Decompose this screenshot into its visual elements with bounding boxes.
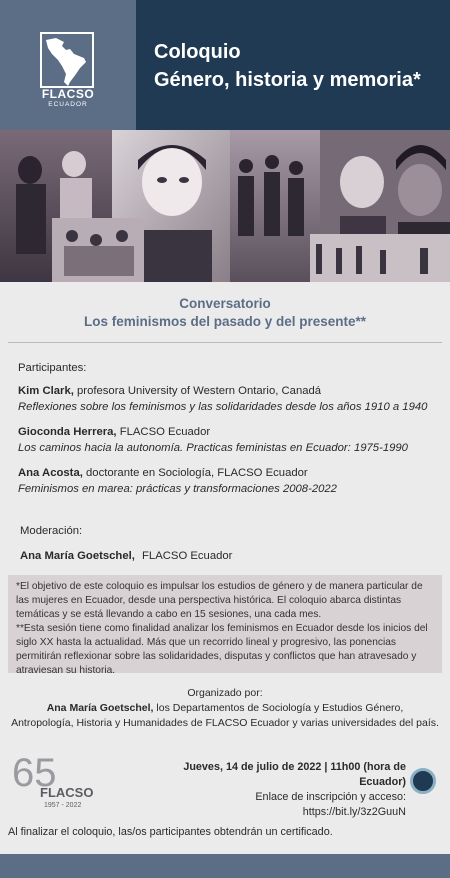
participant-affiliation: doctorante en Sociología, FLACSO Ecuador [82,467,308,479]
participants-label: Participantes: [18,362,87,374]
latin-america-map-icon [40,32,94,88]
title-line-1: Coloquio [154,41,241,63]
participant-name: Gioconda Herrera, [18,426,117,438]
organizer-institutions: Antropología, Historia y Humanidades de FLACSO Ecuador y varias universidades del país. [11,717,439,729]
participants-section [18,362,438,506]
organizer-name: Ana María Goetschel, [46,702,154,714]
anniversary-name: FLACSO [40,785,94,800]
event-info [146,760,406,820]
page-title [154,38,421,94]
session-heading [0,295,450,331]
photo-collage [0,130,450,282]
link-circle-icon [410,768,436,794]
participant-entry [18,424,438,456]
session-heading-line-2: Los feminismos del pasado y del presente** [83,314,367,329]
participant-affiliation: FLACSO Ecuador [116,426,211,438]
organizers-section [0,686,450,731]
flacso-logo [0,0,136,130]
moderator-affiliation: FLACSO Ecuador [142,550,233,562]
participant-entry [18,465,438,497]
logo-name: FLACSO [41,87,95,101]
registration-label: Enlace de inscripción y acceso: [255,791,406,803]
participant-affiliation: profesora University of Western Ontario, Canadá [73,385,322,397]
moderation-label: Moderación: [20,525,83,537]
participant-name: Ana Acosta, [18,467,83,479]
session-heading-line-1: Conversatorio [179,296,271,311]
note-paragraph-1: *El objetivo de este coloquio es impulsar los estudios de género y de manera particular de las mujeres en Ecuador, desde una perspectiva histórica. El coloquio abarca distintas temáticas y se está llevando a cabo en 15 sesiones, una cada mes. [16,581,423,620]
moderation-section [20,523,232,564]
registration-link[interactable]: https://bit.ly/3z2GuuN [302,806,406,818]
participant-name: Kim Clark, [18,385,74,397]
header-banner [0,0,450,130]
anniversary-years: 1957 - 2022 [44,802,82,809]
description-note [8,575,442,676]
participant-entry [18,383,438,415]
participant-talk-title: Reflexiones sobre los feminismos y las solidaridades desde los años 1910 a 1940 [18,401,428,413]
anniversary-number: 65 [12,752,57,795]
title-line-2: Género, historia y memoria* [154,69,421,91]
divider [8,342,442,343]
event-date: Jueves, 14 de julio de 2022 | 11h00 (hora de Ecuador) [183,761,406,788]
participant-talk-title: Feminismos en marea: prácticas y transformaciones 2008-2022 [18,483,337,495]
organizers-label: Organizado por: [187,687,263,699]
note-paragraph-2: **Esta sesión tiene como finalidad analizar los feminismos en Ecuador desde los inicios del siglo XX hasta la actualidad. Más que un recorrido lineal y progresivo, las ponencias permitirán reflexionar sobre las solidaridades, disputas y conflictos que han atravesado y atraviesan su historia. [16,623,428,676]
anniversary-logo [10,752,110,812]
logo-country: ECUADOR [48,101,88,108]
participant-talk-title: Los caminos hacia la autonomía. Practicas feministas en Ecuador: 1975-1990 [18,442,408,454]
footer-bar [0,854,450,878]
moderator-name: Ana María Goetschel, [20,550,135,562]
certificate-note: Al finalizar el coloquio, las/os participantes obtendrán un certificado. [8,826,333,838]
organizer-departments: los Departamentos de Sociología y Estudios Género, [153,702,404,714]
